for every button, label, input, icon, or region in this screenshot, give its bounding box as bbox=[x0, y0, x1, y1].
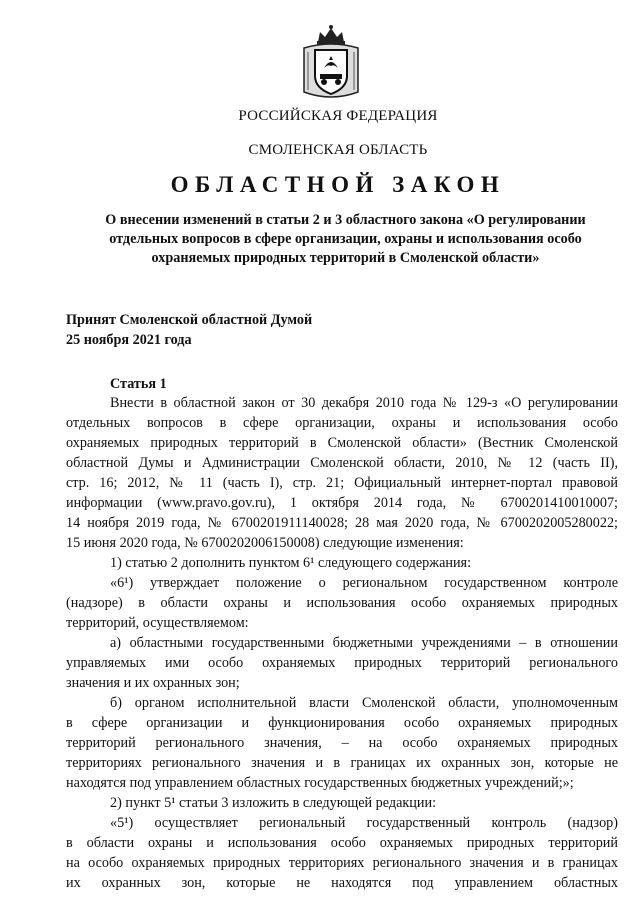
body-line: территориях регионального значения и в границах их охранных зон, которые не bbox=[66, 755, 618, 771]
body-line: информации (www.pravo.gov.ru), 1 октября 2014 года, № 6700201410010007; bbox=[66, 495, 618, 511]
smolensk-coat-of-arms-icon bbox=[300, 22, 362, 102]
body-line: управляемых ими особо охраняемых природных территорий регионального bbox=[66, 655, 618, 671]
body-line: территорий, осуществляемом: bbox=[66, 615, 249, 631]
body-line: 1) статью 2 дополнить пунктом 6¹ следующего содержания: bbox=[110, 555, 472, 571]
adoption-info bbox=[66, 310, 312, 350]
body-line: б) органом исполнительной власти Смоленской области, уполномоченным bbox=[110, 695, 618, 711]
body-line: значения и их охранных зон; bbox=[66, 675, 240, 691]
body-line: 14 ноября 2019 года, № 6700201911140028; 28 мая 2020 года, № 6700202005280022; bbox=[66, 515, 618, 531]
body-line: в области охраны и использования особо охраняемых природных территорий bbox=[66, 835, 618, 851]
body-line: охраняемых природных территорий в Смоленской области» (Вестник Смоленской bbox=[66, 435, 618, 451]
body-line: «6¹) утверждает положение о региональном государственном контроле bbox=[110, 575, 618, 591]
body-line: на особо охраняемых природных территориях регионального значения и в границах bbox=[66, 855, 618, 871]
header-oblast: СМОЛЕНСКАЯ ОБЛАСТЬ bbox=[248, 142, 428, 158]
body-line: Внести в областной закон от 30 декабря 2010 года № 129-з «О регулировании bbox=[110, 395, 618, 411]
body-line: находятся под управлением областных государственных бюджетных учреждений;»; bbox=[66, 775, 574, 791]
document-type: ОБЛАСТНОЙ ЗАКОН bbox=[170, 172, 506, 197]
body-line: территорий регионального значения, – на особо охраняемых природных bbox=[66, 735, 618, 751]
adopted-by: Принят Смоленской областной Думой bbox=[66, 312, 313, 328]
law-title-line: О внесении изменений в статьи 2 и 3 областного закона «О регулировании bbox=[105, 212, 586, 228]
article-heading: Статья 1 bbox=[110, 376, 167, 392]
law-title-line: охраняемых природных территорий в Смоленской области» bbox=[151, 250, 540, 266]
law-title bbox=[78, 211, 613, 268]
body-line: 2) пункт 5¹ статьи 3 изложить в следующей редакции: bbox=[110, 795, 437, 811]
body-line: стр. 16; 2012, № 11 (часть I), стр. 21; Официальный интернет-портал правовой bbox=[66, 475, 618, 491]
header-federation: РОССИЙСКАЯ ФЕДЕРАЦИЯ bbox=[238, 108, 438, 124]
law-title-line: отдельных вопросов в сфере организации, охраны и использования особо bbox=[109, 231, 582, 247]
body-line: областной Думы и Администрации Смоленской области, 2010, № 12 (часть II), bbox=[66, 455, 618, 471]
body-line: 15 июня 2020 года, № 6700202006150008) следующие изменения: bbox=[66, 535, 464, 551]
body-line: их охранных зон, которые не находятся под управлением областных bbox=[66, 875, 618, 891]
body-line: (надзоре) в области охраны и использования особо охраняемых природных bbox=[66, 595, 618, 611]
adoption-date: 25 ноября 2021 года bbox=[66, 332, 192, 348]
body-line: «5¹) осуществляет региональный государственный контроль (надзор) bbox=[110, 815, 618, 831]
body-line: в сфере организации и функционирования особо охраняемых природных bbox=[66, 715, 618, 731]
body-line: отдельных вопросов в сфере организации, охраны и использования особо bbox=[66, 415, 618, 431]
body-line: а) областными государственными бюджетными учреждениями – в отношении bbox=[110, 635, 618, 651]
